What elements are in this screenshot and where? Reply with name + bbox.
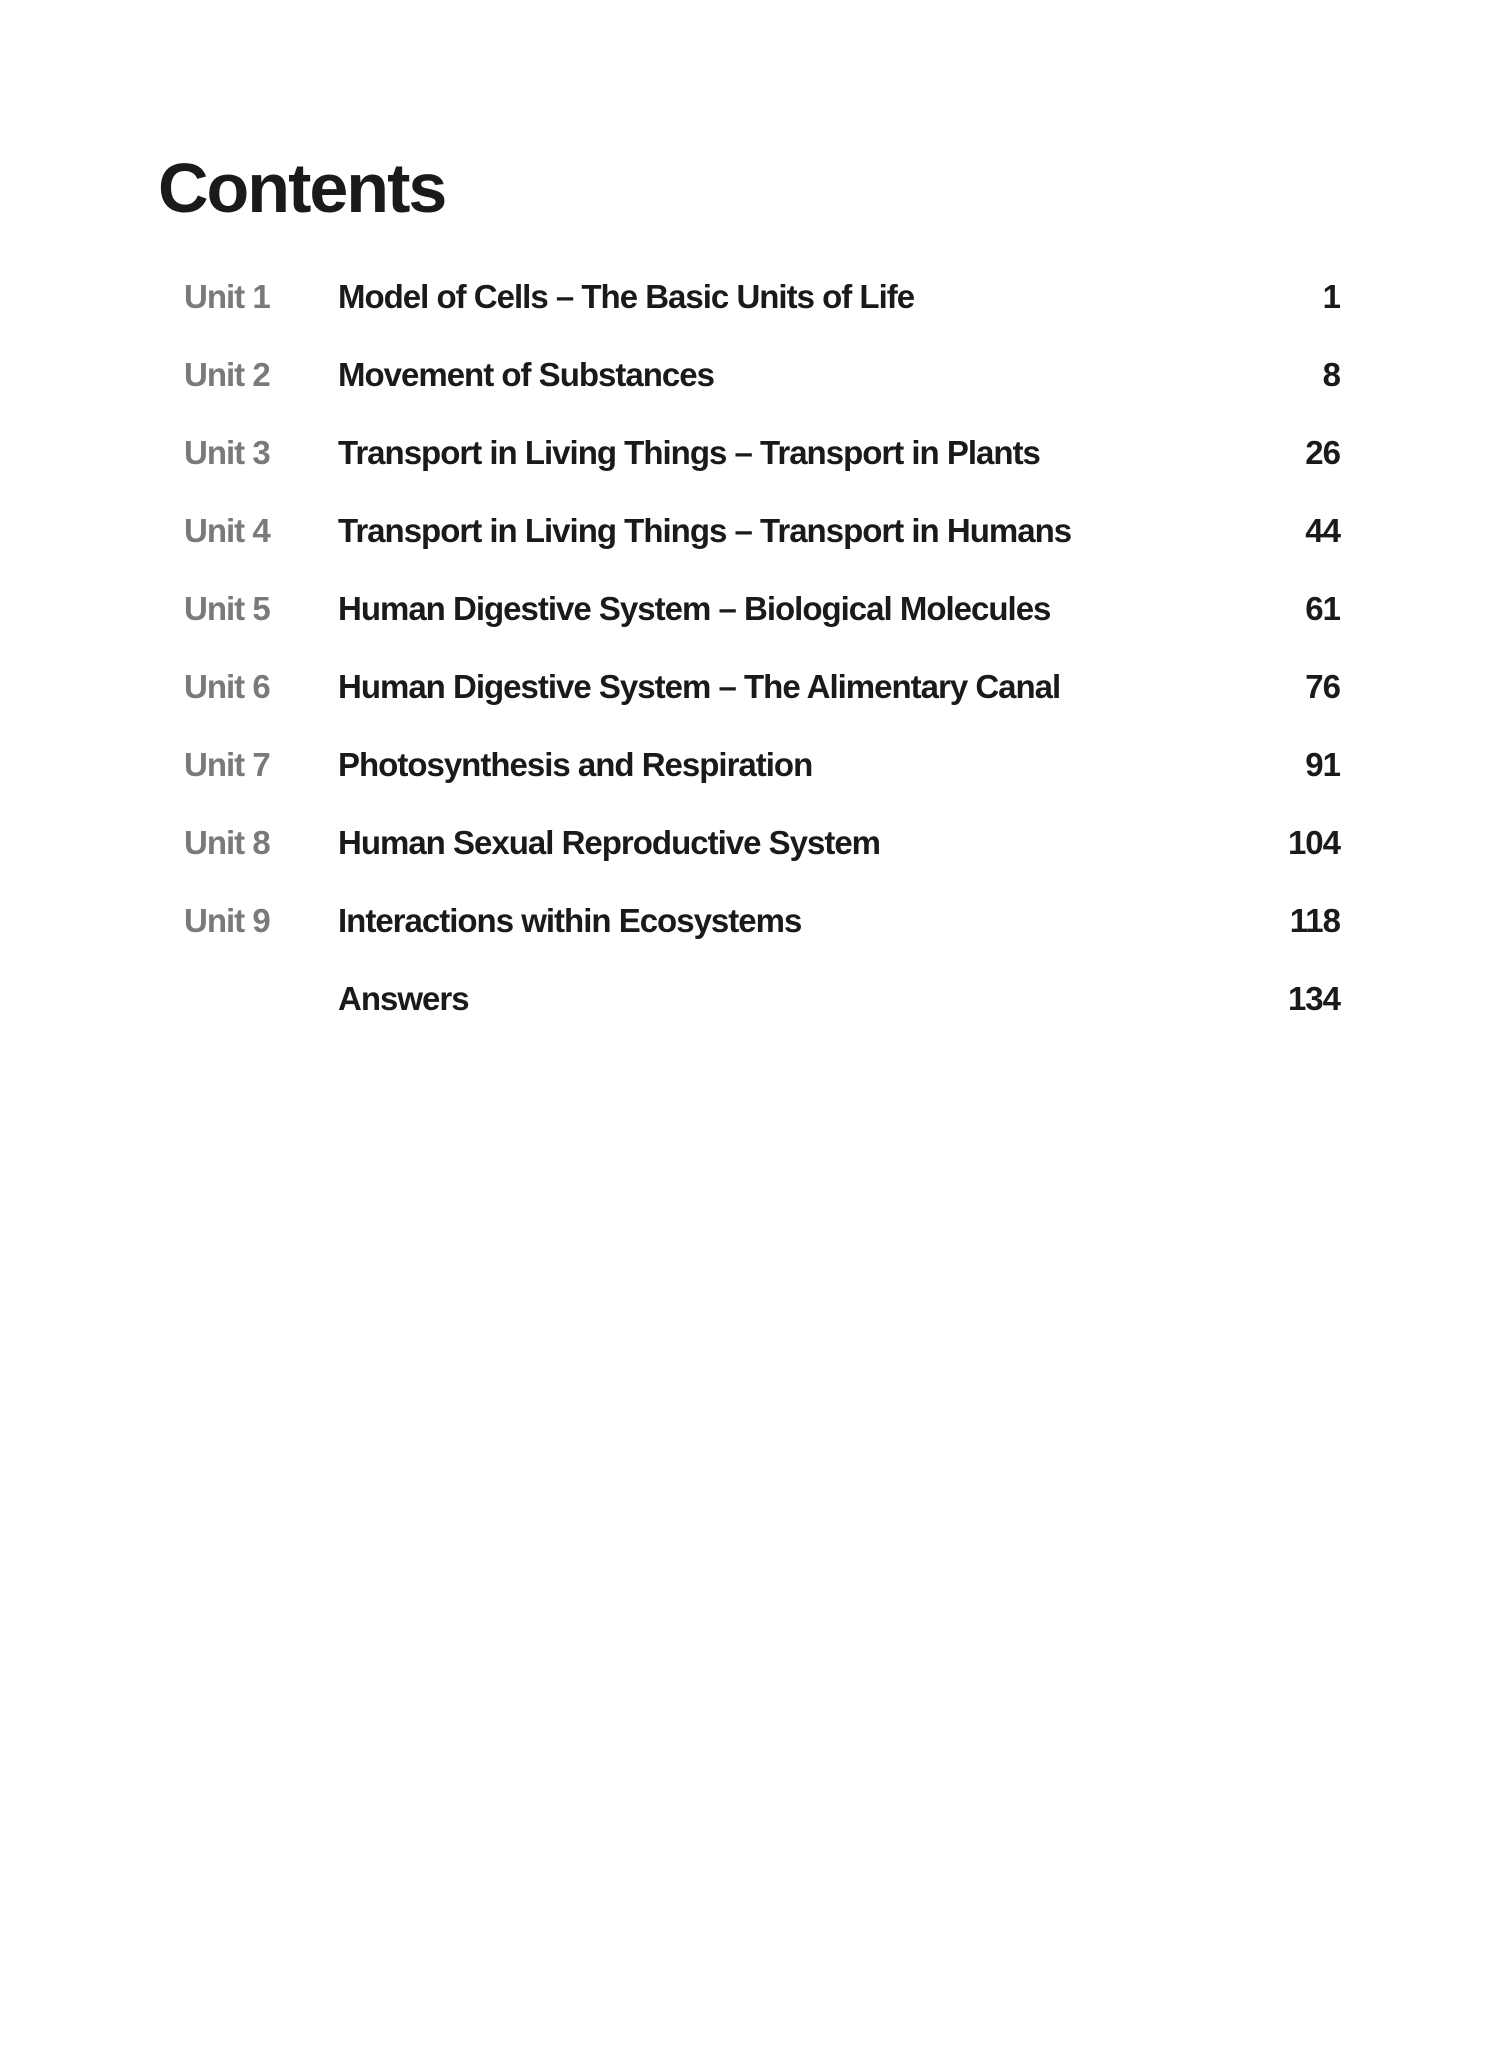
page-number: 118 xyxy=(1289,902,1340,939)
page-number: 1 xyxy=(1322,278,1340,315)
page-number: 8 xyxy=(1322,356,1340,393)
page-number: 76 xyxy=(1305,668,1340,705)
entry-title: Model of Cells – The Basic Units of Life xyxy=(338,278,915,315)
unit-label: Unit 4 xyxy=(184,512,270,549)
page-title: Contents xyxy=(158,149,446,227)
page-number: 61 xyxy=(1305,590,1340,627)
toc-entry[interactable] xyxy=(184,818,1340,896)
unit-label: Unit 8 xyxy=(184,824,270,861)
page-number: 26 xyxy=(1305,434,1340,471)
entry-title: Transport in Living Things – Transport in Plants xyxy=(338,434,1040,471)
toc-entry[interactable] xyxy=(184,350,1340,428)
table-of-contents xyxy=(184,272,1340,1052)
toc-entry[interactable] xyxy=(184,740,1340,818)
page-number: 104 xyxy=(1287,824,1340,861)
toc-entry[interactable] xyxy=(184,272,1340,350)
page-number: 91 xyxy=(1305,746,1340,783)
entry-title: Movement of Substances xyxy=(338,356,714,393)
unit-label: Unit 6 xyxy=(184,668,270,705)
toc-entry[interactable] xyxy=(184,896,1340,974)
entry-title: Interactions within Ecosystems xyxy=(338,902,802,939)
entry-title: Transport in Living Things – Transport in Humans xyxy=(338,512,1072,549)
toc-entry[interactable] xyxy=(184,428,1340,506)
toc-entry-answers[interactable] xyxy=(184,974,1340,1052)
entry-title: Photosynthesis and Respiration xyxy=(338,746,813,783)
page-number: 134 xyxy=(1287,980,1340,1017)
unit-label: Unit 3 xyxy=(184,434,270,471)
entry-title: Human Sexual Reproductive System xyxy=(338,824,881,861)
unit-label: Unit 9 xyxy=(184,902,270,939)
entry-title: Human Digestive System – The Alimentary Canal xyxy=(338,668,1061,705)
toc-entry[interactable] xyxy=(184,584,1340,662)
toc-entry[interactable] xyxy=(184,662,1340,740)
entry-title: Human Digestive System – Biological Molecules xyxy=(338,590,1051,627)
entry-title: Answers xyxy=(338,980,469,1017)
unit-label: Unit 5 xyxy=(184,590,270,627)
unit-label: Unit 7 xyxy=(184,746,270,783)
page-number: 44 xyxy=(1305,512,1340,549)
unit-label: Unit 1 xyxy=(184,278,270,315)
toc-entry[interactable] xyxy=(184,506,1340,584)
unit-label: Unit 2 xyxy=(184,356,270,393)
